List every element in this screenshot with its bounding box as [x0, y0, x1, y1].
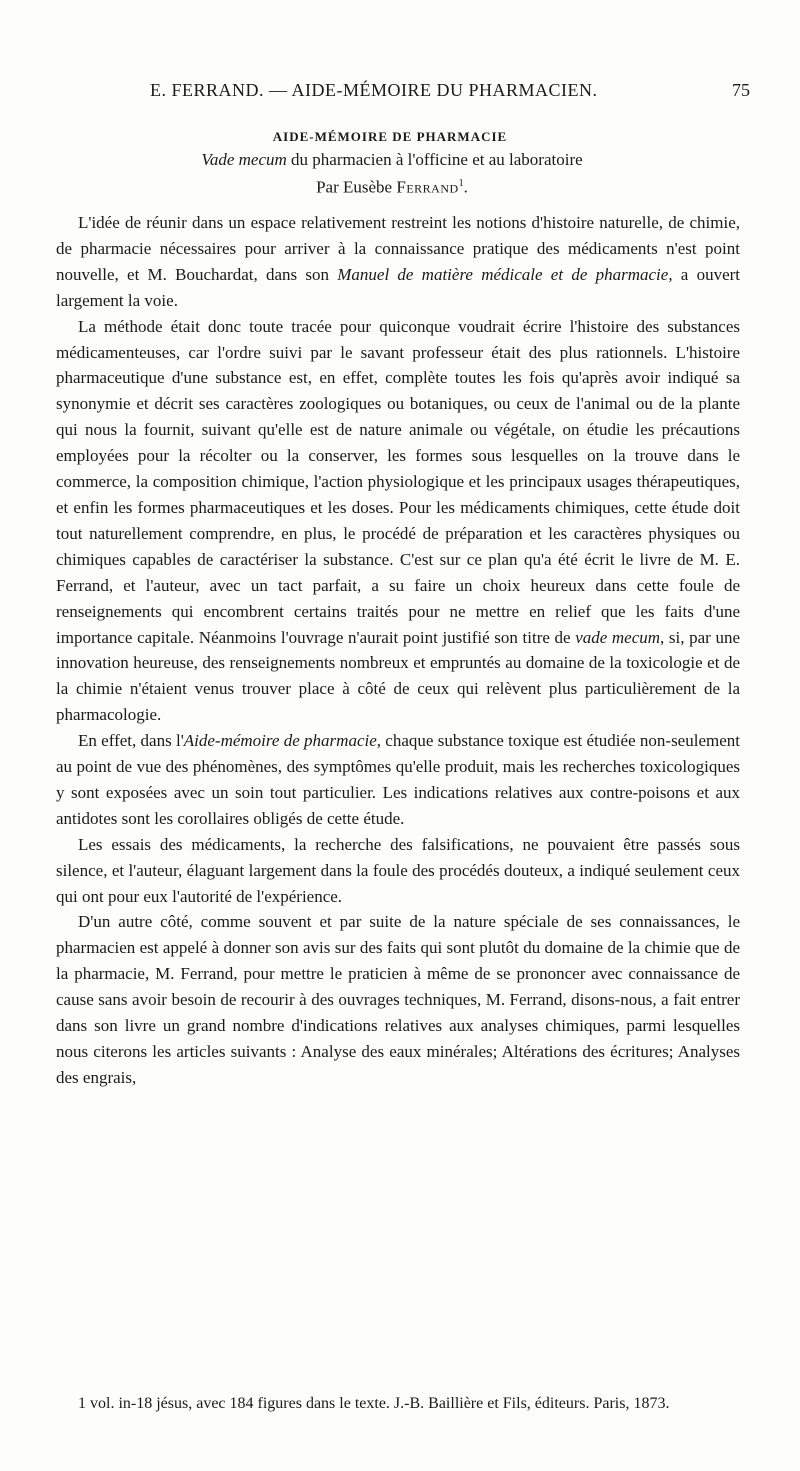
paragraph-5: D'un autre côté, comme souvent et par suite de la nature spéciale de ses connaissances, le pharmacien est appelé à donner son avis sur des faits qui sont plutôt du domaine de la chimie que de la pharmacie, M. Ferrand, pour mettre le praticien à même de se prononcer avec connaissance de cause sans avoir besoin de recourir à des ouvrages techniques, M. Ferrand, disons-nous, a fait entrer dans son livre un grand nombre d'indications relatives aux analyses chimiques, parmi lesquelles nous citerons les articles suivants : Analyse des eaux minérales; Altérations des écritures; Analyses des engrais, [56, 912, 740, 1087]
paragraph-4: Les essais des médicaments, la recherche des falsifications, ne pouvaient être passés sous silence, et l'auteur, élaguant largement dans la foule des procédés douteux, a indiqué seulement ceux qui ont pour eux l'autorité de l'expérience. [56, 834, 740, 906]
author-name: Ferrand [396, 177, 459, 197]
paragraph-2 [56, 314, 740, 729]
paragraph-1-italic-title: Manuel de matière médicale et de pharmacie [337, 264, 669, 284]
paragraph-1-text-c: , a ouvert largement la voie. [56, 264, 741, 310]
footnote-reference: 1 [458, 178, 464, 189]
paragraph-1-text-a: L'idée de réunir dans un espace relativement restreint les notions d'histoire naturelle, de chimie, de pharmacie nécessaires pour arriver à la connaissance pratique des médicaments n'est point nouvelle, et M. Bouchardat, dans son [56, 213, 740, 284]
paragraph-1 [56, 210, 740, 314]
running-head-title: E. FERRAND. — AIDE-MÉMOIRE DU PHARMACIEN. [150, 80, 598, 100]
subtitle-italic: Vade mecum [201, 150, 287, 169]
section-title: AIDE-MÉMOIRE DE PHARMACIE [272, 129, 508, 144]
running-head [0, 80, 800, 110]
byline-prefix: Par Eusèbe [316, 177, 397, 197]
body-text [56, 210, 740, 1091]
paragraph-3-text-c: , chaque substance toxique est étudiée non-seulement au point de vue des phénomènes, des symptômes qu'elle produit, mais les recherches toxicologiques y sont exposées avec un soin tout particulier. Les indications relatives aux contre-poisons et aux antidotes sont les corollaires obligés de cette étude. [56, 731, 740, 828]
paragraph-2-text-a: La méthode était donc toute tracée pour quiconque voudrait écrire l'histoire des substances médicamenteuses, car l'ordre suivi par le savant professeur était des plus rationnels. L'histoire pharmaceutique d'une substance est, en effet, complète toutes les fois qu'après avoir indiqué sa synonymie et décrit ses caractères zoologiques ou botaniques, ou ceux de l'animal ou de la plante qui nous la fournit, suivant qu'elle est de nature animale ou végétale, on étudie les précautions employées pour la récolter ou la conserver, les formes sous lesquelles on la trouve dans le commerce, la composition chimique, l'action physiologique et les principaux usages thérapeutiques, et enfin les formes pharmaceutiques et les doses. Pour les médicaments chimiques, cette étude doit tout naturellement comprendre, en plus, le procédé de préparation et les caractères physiques ou chimiques capables de caractériser la substance. C'est sur ce plan qu'a été écrit le livre de M. E. Ferrand, et l'auteur, avec un tact parfait, a su faire un choix heureux dans cette foule de renseignements qui encombrent certains traités pour ne mettre en relief que les faits d'une importance capitale. Néanmoins l'ouvrage n'aurait point justifié son titre de [56, 316, 740, 647]
paragraph-3-text-a: En effet, dans l' [78, 731, 184, 751]
paragraph-3-italic-title: Aide-mémoire de pharmacie [183, 731, 377, 751]
paragraph-2-text-c: , si, par une innovation heureuse, des renseignements nombreux et empruntés au domaine de la toxicologie et de la chimie n'étaient venus trouver place à côté de ceux qui relèvent plus particulièrement de la pharmacologie. [56, 627, 740, 725]
article-subtitle [0, 148, 800, 172]
paragraph-2-italic-term: vade mecum [575, 627, 661, 647]
paragraph-3 [56, 728, 740, 832]
author-byline [0, 172, 800, 200]
footnote [56, 1393, 740, 1415]
subtitle-rest: du pharmacien à l'officine et au laboratoire [286, 150, 583, 169]
page-number: 75 [732, 80, 750, 100]
byline-suffix: . [463, 177, 468, 197]
article-heading [0, 126, 800, 200]
footnote-text: 1 vol. in-18 jésus, avec 184 figures dans le texte. J.-B. Baillière et Fils, éditeurs. Paris, 1873. [78, 1395, 670, 1412]
